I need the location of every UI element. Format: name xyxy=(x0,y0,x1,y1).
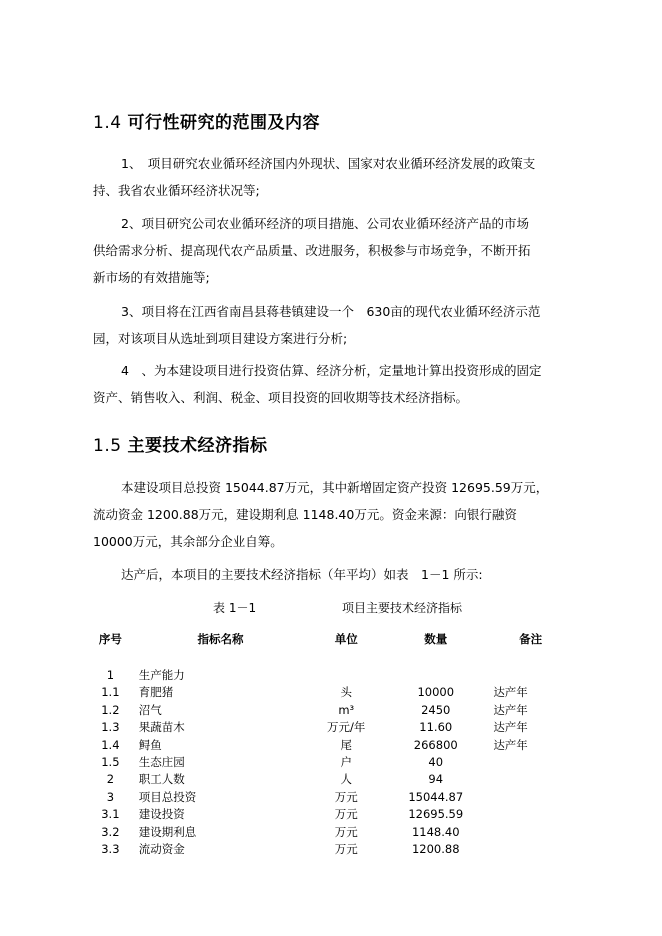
table-row xyxy=(90,666,580,683)
text-line: 园，对该项目从选址到项目建设方案进行分析; xyxy=(93,331,348,346)
paragraph-2 xyxy=(93,210,563,291)
table-row xyxy=(90,771,580,788)
cell-no: 1.3 xyxy=(101,720,120,735)
table-row xyxy=(90,701,580,718)
cell-quantity: 1200.88 xyxy=(411,841,460,856)
cell-quantity xyxy=(390,666,481,683)
table-row xyxy=(90,806,580,823)
table-row xyxy=(90,788,580,805)
header-quantity: 数量 xyxy=(424,632,448,646)
cell-no: 1 xyxy=(106,668,115,683)
table-row xyxy=(90,719,580,736)
cell-no: 3.1 xyxy=(101,807,120,822)
cell-unit: 万元 xyxy=(334,789,358,804)
table-caption-title: 项目主要技术经济指标 xyxy=(342,601,463,615)
cell-no: 3.3 xyxy=(101,841,120,856)
text-line: 持、我省农业循环经济状况等; xyxy=(93,183,260,198)
text-line: 资产、销售收入、利润、税金、项目投资的回收期等技术经济指标。 xyxy=(93,390,469,405)
table-caption-number: 表 1－1 xyxy=(213,601,257,615)
section-title: 可行性研究的范围及内容 xyxy=(127,113,321,133)
cell-unit: 人 xyxy=(340,772,352,787)
cell-note xyxy=(481,788,580,805)
cell-name: 项目总投资 xyxy=(138,789,197,804)
cell-unit xyxy=(302,666,390,683)
text-line: 本建设项目总投资 15044.87万元，其中新增固定资产投资 12695.59万元， xyxy=(121,480,549,495)
paragraph-6 xyxy=(93,561,563,588)
cell-quantity: 15044.87 xyxy=(408,789,464,804)
cell-quantity: 12695.59 xyxy=(408,807,464,822)
cell-quantity: 11.60 xyxy=(419,720,453,735)
table-row xyxy=(90,823,580,840)
text-line: 流动资金 1200.88万元，建设期利息 1148.40万元。资金来源：向银行融资 xyxy=(93,507,517,522)
cell-note xyxy=(481,806,580,823)
header-note: 备注 xyxy=(519,632,543,646)
text-line: 10000万元，其余部分企业自筹。 xyxy=(93,534,283,549)
cell-quantity: 94 xyxy=(428,772,444,787)
cell-quantity: 10000 xyxy=(417,685,455,700)
text-line: 1、 项目研究农业循环经济国内外现状、国家对农业循环经济发展的政策支 xyxy=(121,156,536,171)
cell-name: 果蔬苗木 xyxy=(138,720,185,735)
cell-unit: 尾 xyxy=(340,737,352,752)
section-title: 主要技术经济指标 xyxy=(127,436,268,456)
table-row xyxy=(90,753,580,770)
table-body xyxy=(90,649,580,858)
cell-unit: 万元 xyxy=(334,841,358,856)
cell-name: 鲟鱼 xyxy=(138,737,162,752)
cell-no: 3.2 xyxy=(101,824,120,839)
cell-unit: 万元/年 xyxy=(327,720,366,735)
header-no: 序号 xyxy=(98,632,122,646)
cell-name: 沼气 xyxy=(138,702,162,717)
cell-name: 生产能力 xyxy=(138,668,185,683)
cell-quantity: 266800 xyxy=(413,737,458,752)
cell-unit: m³ xyxy=(338,702,355,717)
cell-note: 达产年 xyxy=(493,720,528,735)
cell-quantity: 40 xyxy=(428,755,444,770)
text-line: 3、项目将在江西省南昌县蒋巷镇建设一个 630亩的现代农业循环经济示范 xyxy=(121,304,541,319)
paragraph-3 xyxy=(93,298,563,352)
cell-no: 2 xyxy=(106,772,115,787)
header-name: 指标名称 xyxy=(197,632,244,646)
cell-note xyxy=(481,840,580,857)
text-line: 新市场的有效措施等; xyxy=(93,270,210,285)
cell-name: 流动资金 xyxy=(138,841,185,856)
cell-unit: 户 xyxy=(340,755,352,770)
text-line: 达产后，本项目的主要技术经济指标（年平均）如表 1－1 所示: xyxy=(121,567,483,582)
table-row xyxy=(90,684,580,701)
spacer-row xyxy=(90,649,580,666)
cell-unit: 头 xyxy=(340,685,352,700)
cell-quantity: 2450 xyxy=(421,702,451,717)
table-row xyxy=(90,736,580,753)
section-number: 1.4 xyxy=(93,113,122,133)
cell-note xyxy=(481,823,580,840)
table-row xyxy=(90,840,580,857)
cell-note: 达产年 xyxy=(493,737,528,752)
section-heading-1-4 xyxy=(93,108,320,133)
spacer-cell xyxy=(90,649,580,666)
text-line: 4 、为本建设项目进行投资估算、经济分析，定量地计算出投资形成的固定 xyxy=(121,363,542,378)
cell-name: 建设期利息 xyxy=(138,824,197,839)
cell-unit: 万元 xyxy=(334,824,358,839)
cell-unit: 万元 xyxy=(334,807,358,822)
cell-name: 育肥猪 xyxy=(138,685,174,700)
cell-no: 1.5 xyxy=(101,755,120,770)
table-header-row xyxy=(90,629,580,649)
header-unit: 单位 xyxy=(334,632,358,646)
cell-no: 1.4 xyxy=(101,737,120,752)
text-line: 2、项目研究公司农业循环经济的项目措施、公司农业循环经济产品的市场 xyxy=(121,216,529,231)
section-heading-1-5 xyxy=(93,431,268,456)
indicators-table xyxy=(90,629,580,858)
cell-no: 3 xyxy=(106,789,115,804)
cell-note xyxy=(481,753,580,770)
text-line: 供给需求分析、提高现代农产品质量、改进服务，积极参与市场竞争，不断开拓 xyxy=(93,243,531,258)
cell-no: 1.2 xyxy=(101,702,120,717)
cell-name: 建设投资 xyxy=(138,807,185,822)
cell-note: 达产年 xyxy=(493,685,528,700)
cell-name: 职工人数 xyxy=(138,772,185,787)
cell-no: 1.1 xyxy=(101,685,120,700)
cell-quantity: 1148.40 xyxy=(411,824,460,839)
paragraph-4 xyxy=(93,357,563,411)
paragraph-5 xyxy=(93,474,563,555)
cell-note xyxy=(481,666,580,683)
cell-note xyxy=(481,771,580,788)
cell-note: 达产年 xyxy=(493,702,528,717)
cell-name: 生态庄园 xyxy=(138,755,185,770)
section-number: 1.5 xyxy=(93,436,122,456)
paragraph-1 xyxy=(93,150,563,204)
